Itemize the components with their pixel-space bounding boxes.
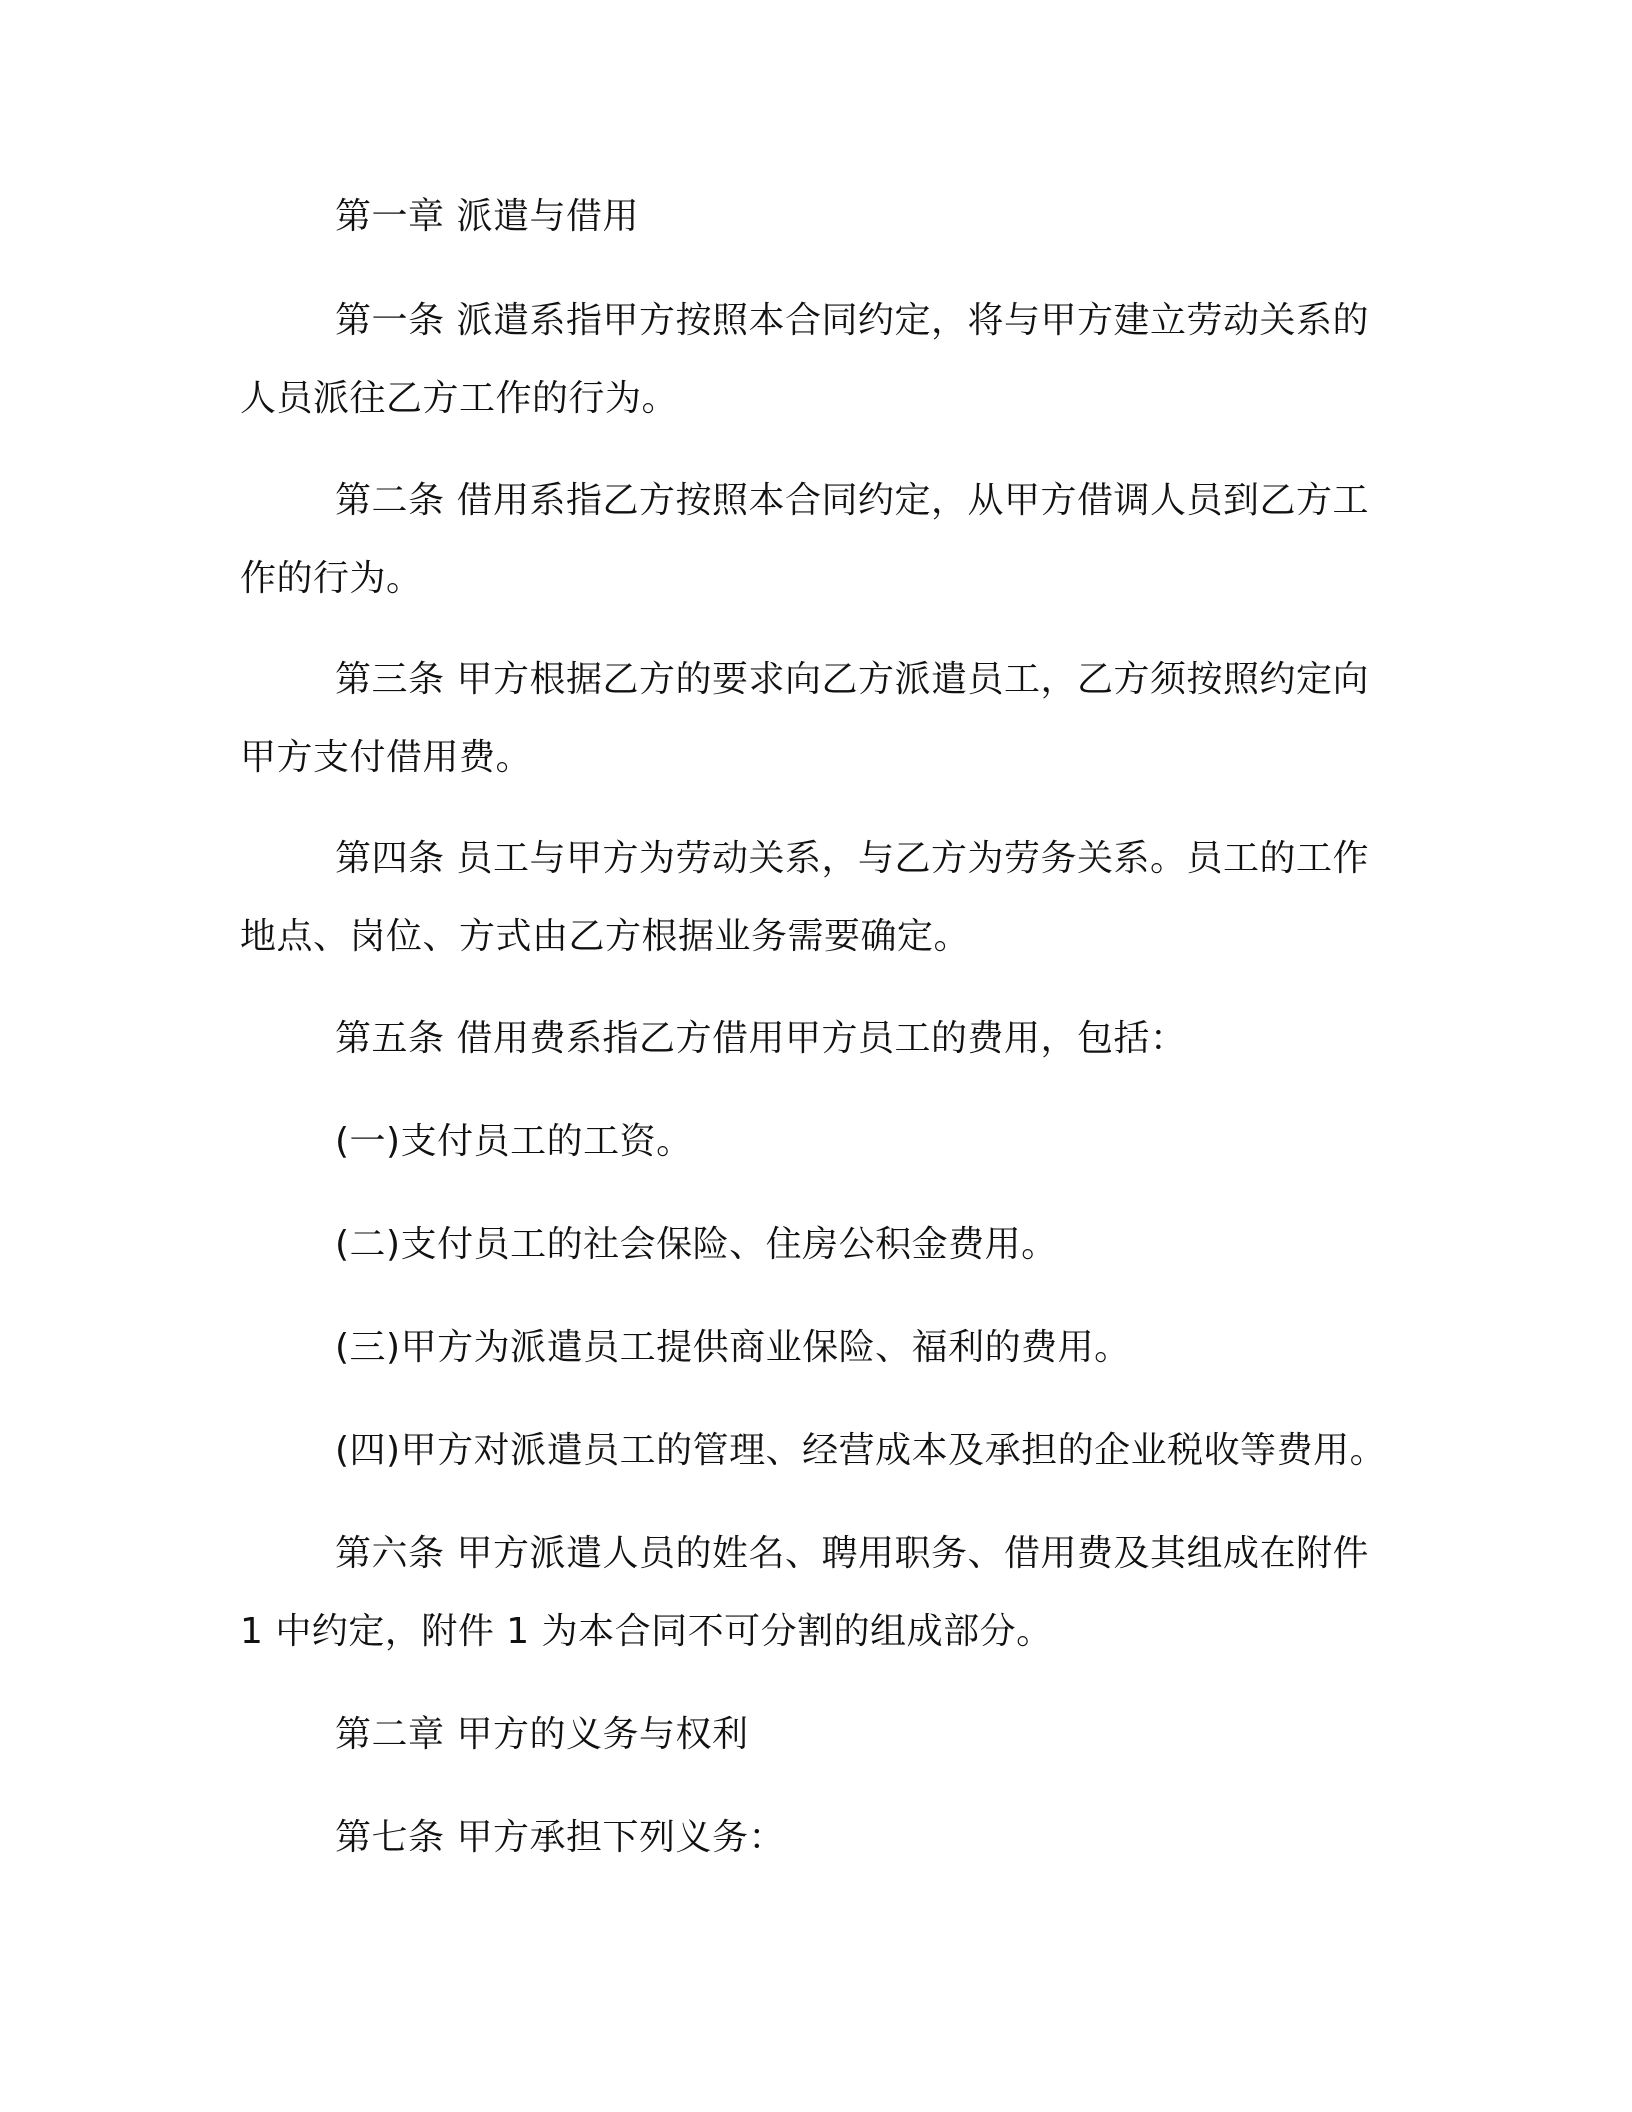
article-2 bbox=[240, 462, 1380, 618]
article-7: 第七条 甲方承担下列义务： bbox=[335, 1817, 785, 1858]
article-2-line-1: 第二条 借用系指乙方按照本合同约定，从甲方借调人员到乙方工 bbox=[335, 480, 1369, 521]
list-item-3: (三)甲方为派遣员工提供商业保险、福利的费用。 bbox=[335, 1327, 1131, 1368]
article-6-line-2: 1 中约定，附件 1 为本合同不可分割的组成部分。 bbox=[240, 1611, 1053, 1652]
article-2-line-2: 作的行为。 bbox=[240, 558, 423, 599]
article-5: 第五条 借用费系指乙方借用甲方员工的费用，包括： bbox=[335, 1018, 1187, 1059]
article-3-line-2: 甲方支付借用费。 bbox=[240, 737, 533, 778]
list-item-2: (二)支付员工的社会保险、住房公积金费用。 bbox=[335, 1224, 1058, 1265]
article-3 bbox=[240, 641, 1380, 797]
article-4 bbox=[240, 820, 1380, 976]
chapter-1-title: 第一章 派遣与借用 bbox=[335, 196, 639, 237]
list-item-4: (四)甲方对派遣员工的管理、经营成本及承担的企业税收等费用。 bbox=[335, 1430, 1387, 1471]
article-1-line-1: 第一条 派遣系指甲方按照本合同约定，将与甲方建立劳动关系的 bbox=[335, 300, 1369, 341]
article-1 bbox=[240, 282, 1380, 438]
chapter-2-title: 第二章 甲方的义务与权利 bbox=[335, 1714, 749, 1755]
article-3-line-1: 第三条 甲方根据乙方的要求向乙方派遣员工，乙方须按照约定向 bbox=[335, 659, 1369, 700]
article-1-line-2: 人员派往乙方工作的行为。 bbox=[240, 378, 679, 419]
article-4-line-2: 地点、岗位、方式由乙方根据业务需要确定。 bbox=[240, 916, 971, 957]
list-item-1: (一)支付员工的工资。 bbox=[335, 1121, 693, 1162]
article-4-line-1: 第四条 员工与甲方为劳动关系，与乙方为劳务关系。员工的工作 bbox=[335, 838, 1369, 879]
article-6-line-1: 第六条 甲方派遣人员的姓名、聘用职务、借用费及其组成在附件 bbox=[335, 1533, 1369, 1574]
article-6 bbox=[240, 1515, 1380, 1671]
